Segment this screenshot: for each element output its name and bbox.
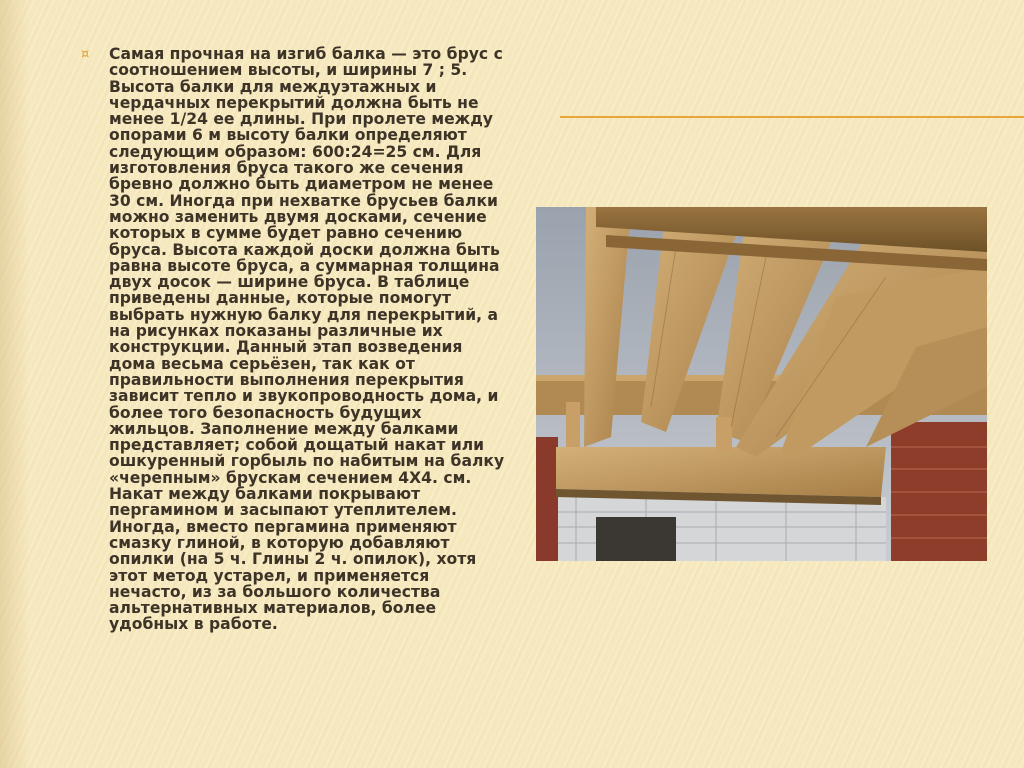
bullet-icon: ¤: [81, 47, 90, 62]
body-text: Самая прочная на изгиб балка — это брус с соотношением высоты, и ширины 7 ; 5. Высота балки для междуэтажных и чердачных перекрытий должна быть не менее 1/24 ее длины. При пролете между опорами 6 м высоту балки определяют следующим образом: 600:24=25 см. Для изготовления бруса такого же сечения бревно должно быть диаметром не менее 30 см. Иногда при нехватке брусьев балки можно заменить двумя досками, сечение которых в сумме будет равно сечению бруса. Высота каждой доски должна быть равна высоте бруса, а суммарная толщина двух досок — ширине бруса. В таблице приведены данные, которые помогут выбрать нужную балку для перекрытий, а на рисунках показаны различные их конструкции. Данный этап возведения дома весьма серьёзен, так как от правильности выполнения перекрытия зависит тепло и звукопроводность дома, и более того безопасность будущих жильцов. Заполнение между балками представляет; собой дощатый накат или ошкуренный горбыль по набитым на балку «черепным» брускам сечением 4Х4. см. Накат между балками покрывают пергамином и засыпают утеплителем. Иногда, вместо пергамина применяют смазку глиной, в которую добавляют опилки (на 5 ч. Глины 2 ч. опилок), хотя этот метод устарел, и применяется нечасто, из за большого количества альтернативных материалов, более удобных в работе.: [109, 45, 505, 634]
accent-rule: [560, 116, 1024, 118]
photo-floor-beams: [536, 207, 987, 561]
slide-left-border: [0, 0, 30, 768]
photo-illustration: [536, 207, 987, 561]
